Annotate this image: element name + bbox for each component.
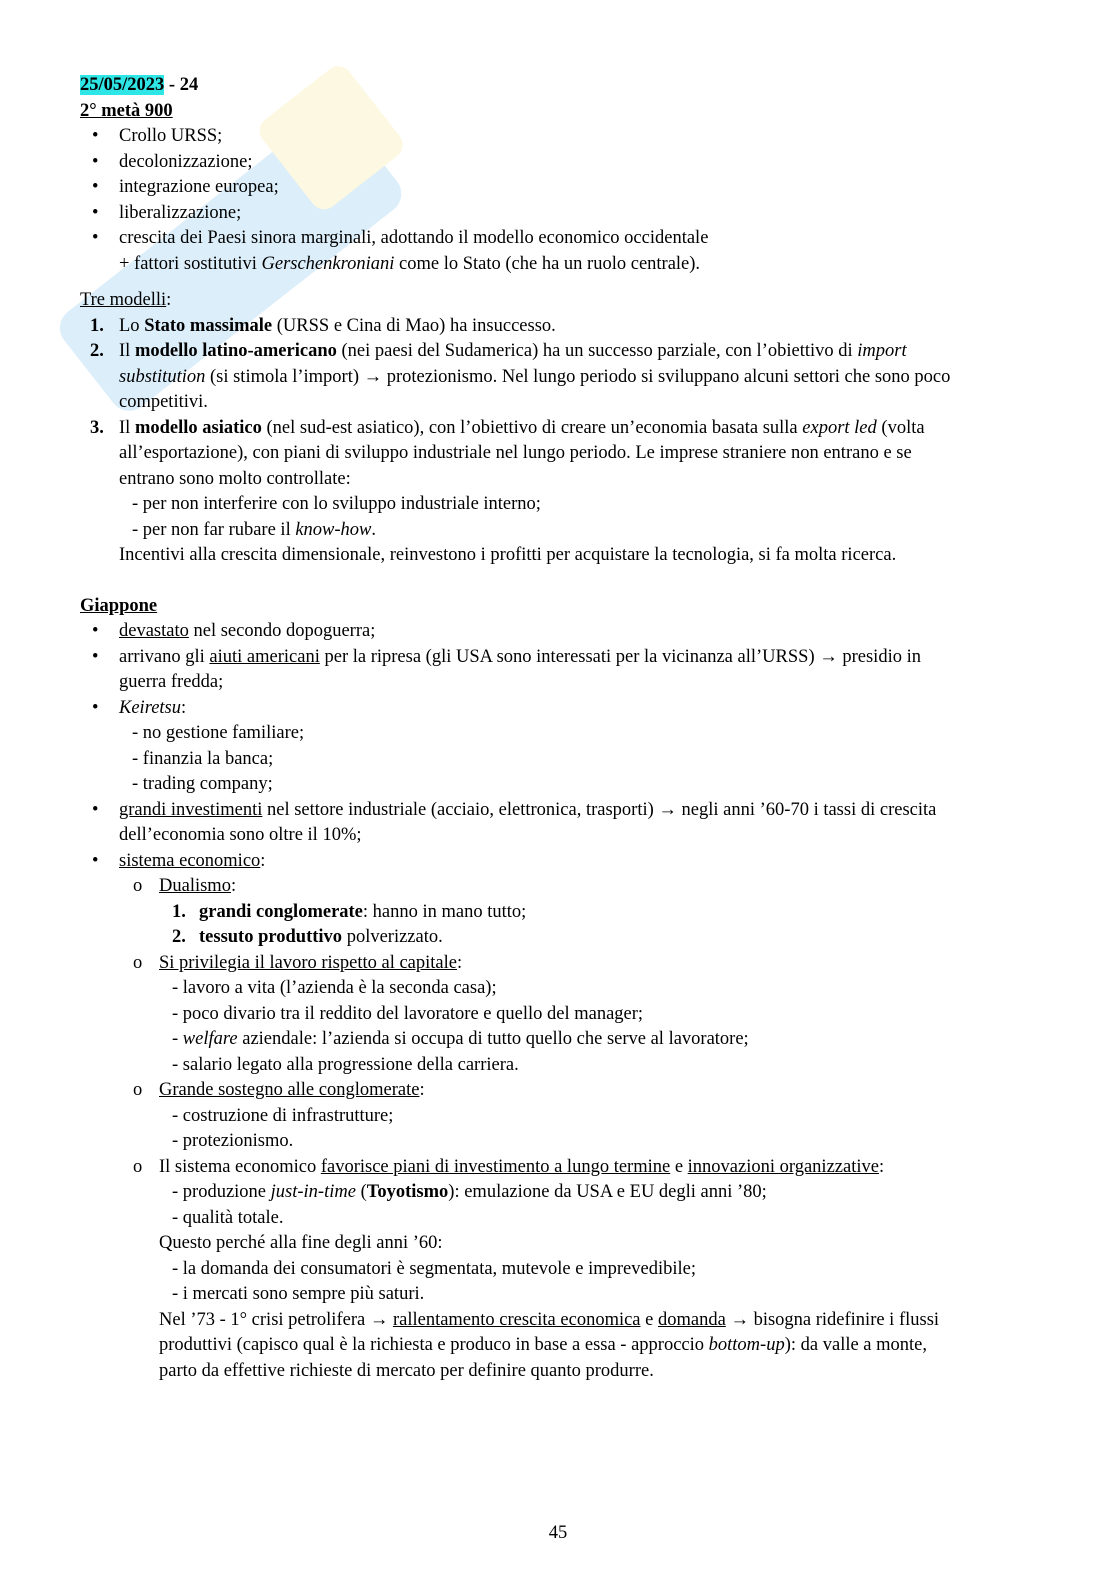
dash-item: - trading company;	[132, 774, 273, 794]
paragraph-line: Nel ’73 - 1° crisi petrolifera → rallentamento crescita economica e domanda → bisogna ridefinire i flussi	[159, 1309, 940, 1330]
paragraph-line: produttivi (capisco qual è la richiesta e produco in base a essa - approccio bottom-up): da valle a monte,	[159, 1335, 928, 1355]
model-item-3-cont: all’esportazione), con piani di sviluppo industriale nel lungo periodo. Le imprese straniere non entrano e se	[119, 443, 912, 463]
sublist-item: o Il sistema economico favorisce piani di investimento a lungo termine e innovazioni organizzative:	[133, 1156, 885, 1177]
dash-item: - finanzia la banca;	[132, 748, 274, 769]
dash-item: - i mercati sono sempre più saturi.	[172, 1284, 425, 1304]
dash-item: - lavoro a vita (l’azienda è la seconda casa);	[172, 978, 497, 998]
section-title: 2° metà 900	[80, 100, 173, 121]
list-item: • grandi investimenti nel settore industriale (acciaio, elettronica, trasporti) → negli anni ’60-70 i tassi di crescita	[80, 798, 1033, 824]
list-item: • Crollo URSS;	[80, 124, 1033, 150]
dash-item: - qualità totale.	[172, 1207, 284, 1228]
model-item-2-cont: competitivi.	[119, 392, 208, 412]
model-item-3: 3. Il modello asiatico (nel sud-est asiatico), con l’obiettivo di creare un’economia basata sulla export led (volta	[90, 417, 925, 438]
paragraph-line: parto da effettive richieste di mercato per definire quanto produrre.	[159, 1360, 654, 1381]
page-number: 45	[548, 1523, 568, 1543]
dash-item: - produzione just-in-time (Toyotismo): emulazione da USA e EU degli anni ’80;	[172, 1182, 767, 1202]
dash-item: - salario legato alla progressione della carriera.	[172, 1054, 519, 1075]
page-content	[80, 73, 1033, 1384]
dash-item: - poco divario tra il reddito del lavoratore e quello del manager;	[172, 1003, 644, 1024]
date-highlight: 25/05/2023	[80, 75, 165, 95]
paragraph-line: Questo perché alla fine degli anni ’60:	[159, 1233, 443, 1253]
section-title: Giappone	[80, 595, 158, 616]
list-item: • decolonizzazione;	[80, 150, 1033, 176]
list-item-continuation: guerra fredda;	[119, 672, 224, 692]
header	[80, 73, 1033, 99]
header-number: - 24	[164, 75, 199, 95]
sublist-item: o Grande sostegno alle conglomerate:	[133, 1080, 425, 1100]
model-item-3-cont: entrano sono molto controllate:	[119, 468, 351, 489]
list-item: • crescita dei Paesi sinora marginali, adottando il modello economico occidentale	[80, 226, 1033, 252]
list-item: • liberalizzazione;	[80, 201, 1033, 227]
dash-item: - costruzione di infrastrutture;	[172, 1105, 394, 1126]
list-item-continuation: + fattori sostitutivi Gerschenkroniani come lo Stato (che ha un ruolo centrale).	[119, 253, 701, 274]
numbered-item: 2. tessuto produttivo polverizzato.	[172, 927, 443, 947]
model-item-2-cont: substitution (si stimola l’import) → protezionismo. Nel lungo periodo si sviluppano alcuni settori che sono poco	[119, 366, 951, 387]
dash-item: - per non interferire con lo sviluppo industriale interno;	[132, 494, 541, 514]
model-item-3-cont: Incentivi alla crescita dimensionale, reinvestono i profitti per acquistare la tecnologia, si fa molta ricerca.	[119, 545, 897, 565]
model-item-1: 1. Lo Stato massimale (URSS e Cina di Mao) ha insuccesso.	[90, 315, 556, 336]
list-item: • devastato nel secondo dopoguerra;	[80, 619, 1033, 645]
sublist-item: o Si privilegia il lavoro rispetto al capitale:	[133, 952, 463, 973]
list-item: • integrazione europea;	[80, 175, 1033, 201]
list-item-continuation: dell’economia sono oltre il 10%;	[119, 825, 362, 845]
models-heading: Tre modelli:	[80, 290, 172, 310]
list-item: • arrivano gli aiuti americani per la ripresa (gli USA sono interessati per la vicinanza all’URSS) → presidio in	[80, 645, 1033, 671]
dash-item: - protezionismo.	[172, 1131, 294, 1151]
sublist-item: o Dualismo:	[133, 876, 237, 896]
dash-item: - welfare aziendale: l’azienda si occupa di tutto quello che serve al lavoratore;	[172, 1029, 749, 1049]
list-item: • sistema economico:	[80, 849, 1033, 875]
dash-item: - per non far rubare il know-how.	[132, 519, 377, 540]
list-item: • Keiretsu:	[80, 696, 1033, 722]
numbered-item: 1. grandi conglomerate: hanno in mano tutto;	[172, 901, 527, 922]
dash-item: - no gestione familiare;	[132, 723, 305, 743]
model-item-2: 2. Il modello latino-americano (nei paesi del Sudamerica) ha un successo parziale, con l’obiettivo di import	[90, 341, 907, 361]
dash-item: - la domanda dei consumatori è segmentata, mutevole e imprevedibile;	[172, 1258, 696, 1279]
